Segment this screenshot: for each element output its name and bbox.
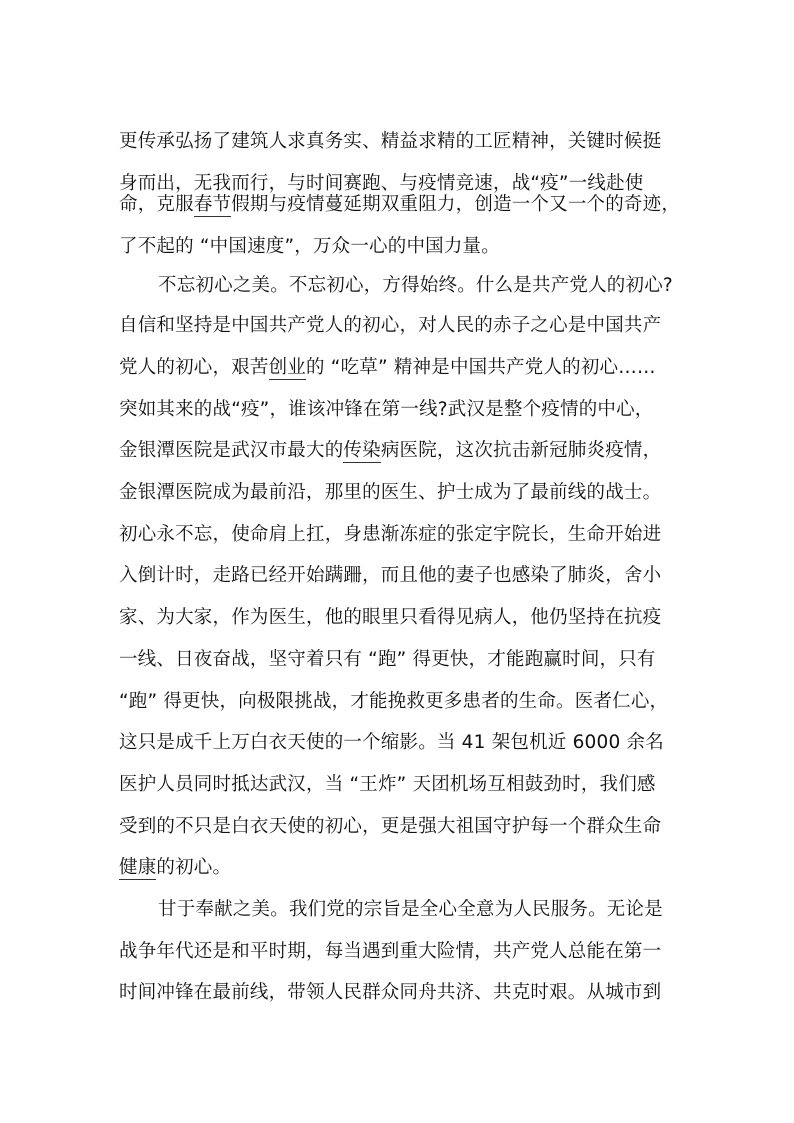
text-line: 一线、日夜奋战，坚守着只有 “跑” 得更快，才能跑赢时间，只有 [119,649,656,670]
text-segment: 党人的初心，艰苦 [119,357,269,378]
text-segment: 的 “吃草” 精神是中国共产党人的初心…… [306,357,656,378]
text-line [119,856,679,880]
text-segment: 金银潭医院是武汉市最大的 [119,440,344,461]
text-line: 家、为大家，作为医生，他的眼里只看得见病人，他仍坚持在抗疫 [119,607,662,628]
text-line: 自信和坚持是中国共产党人的初心，对人民的赤子之心是中国共产 [119,315,662,336]
text-line: 入倒计时，走路已经开始蹒跚，而且他的妻子也感染了肺炎，舍小 [119,565,662,586]
text-line: 更传承弘扬了建筑人求真务实、精益求精的工匠精神，关键时候挺 [119,131,662,152]
text-line: 受到的不只是白衣天使的初心，更是强大祖国守护每一个群众生命 [119,816,662,837]
text-segment: 假期与疫情蔓延期双重阻力，创造一个又一个的奇迹， [231,194,681,215]
paragraph-start: 甘于奉献之美。我们党的宗旨是全心全意为人民服务。无论是 [158,899,663,920]
text-line: 战争年代还是和平时期，每当遇到重大险情，共产党人总能在第一 [119,941,662,962]
text-segment: 病医院，这次抗击新冠肺炎疫情， [380,440,662,461]
text-line: 时间冲锋在最前线，带领人民群众同舟共济、共克时艰。从城市到 [119,982,662,1003]
text-segment: 的初心。 [156,857,232,878]
text-line: 金银潭医院成为最前沿，那里的医生、护士成为了最前线的战士。 [119,482,662,503]
text-line [119,193,679,217]
hyperlink[interactable]: 创业 [268,357,307,378]
text-line [119,356,679,380]
text-line [119,439,679,463]
text-line: 突如其来的战“疫”，谁该冲锋在第一线?武汉是整个疫情的中心， [119,399,654,420]
text-line: 这只是成千上万白衣天使的一个缩影。当 41 架包机近 6000 余名 [119,732,664,753]
text-segment: 命，克服 [119,194,194,215]
hyperlink[interactable]: 传染 [343,440,381,461]
paragraph-start: 不忘初心之美。不忘初心，方得始终。什么是共产党人的初心? [158,275,673,296]
hyperlink[interactable]: 春节 [193,194,232,215]
text-line: 医护人员同时抵达武汉，当 “王炸” 天团机场互相鼓劲时，我们感 [119,774,656,795]
hyperlink[interactable]: 健康 [119,857,157,878]
text-line: 身而出，无我而行，与时间赛跑、与疫情竞速，战“疫”一线赴使 [119,173,644,194]
text-line: 初心永不忘，使命肩上扛，身患渐冻症的张定宇院长，生命开始进 [119,524,662,545]
text-line: “跑” 得更快，向极限挑战，才能挽救更多患者的生命。医者仁心， [119,691,669,712]
text-line: 了不起的 “中国速度”，万众一心的中国力量。 [119,236,500,257]
